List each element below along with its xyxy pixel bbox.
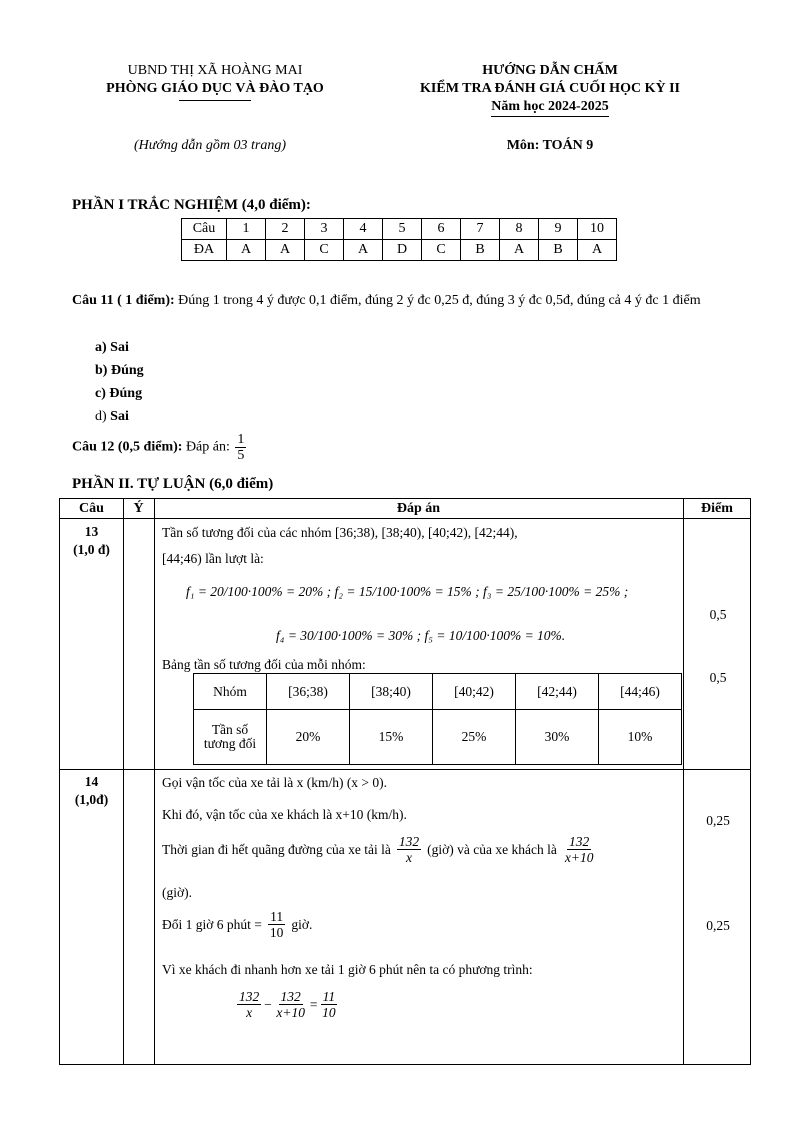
answer-cell: C xyxy=(422,240,461,261)
answer-cell: B xyxy=(461,240,500,261)
q11-option: b) Đúng xyxy=(95,363,144,378)
q14-number: 14 (1,0đ) xyxy=(74,774,109,807)
freq-group: [40;42) xyxy=(433,674,516,710)
answer-cell: A xyxy=(344,240,383,261)
question-number: 9 xyxy=(539,219,578,240)
question-number: 2 xyxy=(266,219,305,240)
q14-line1: Gọi vận tốc của xe tải là x (km/h) (x > 0). xyxy=(162,775,388,790)
q11-options xyxy=(95,336,144,428)
q13-table-title: Bảng tần số tương đối của mỗi nhóm: xyxy=(162,657,366,672)
q14-equation: $\frac{132}{x}$ − $\frac{132}{x+10}$ = $\frac{11}{10}$ xyxy=(239,989,336,1020)
freq-group: [42;44) xyxy=(516,674,599,710)
question-12 xyxy=(72,432,248,463)
answer-key-row-label: ĐA xyxy=(182,240,227,261)
question-number: 8 xyxy=(500,219,539,240)
q11-text: Đúng 1 trong 4 ý được 0,1 điểm, đúng 2 ý đc 0,25 đ, đúng 3 ý đc 0,5đ, đúng cả 4 ý đc 1 điểm xyxy=(174,293,701,308)
freq-table-header: Nhóm xyxy=(194,674,267,710)
freq-value: 15% xyxy=(350,710,433,765)
q13-score-1: 0,5 xyxy=(709,607,727,622)
q14-line6: Vì xe khách đi nhanh hơn xe tải 1 giờ 6 phút nên ta có phương trình: xyxy=(162,962,533,977)
col-header-dapan: Đáp án xyxy=(396,501,441,516)
part1-title: PHẦN I TRẮC NGHIỆM (4,0 điểm): xyxy=(72,197,311,213)
answer-key-answer-row xyxy=(182,240,617,261)
question-number: 6 xyxy=(422,219,461,240)
question-number: 10 xyxy=(578,219,617,240)
part2-title: PHẦN II. TỰ LUẬN (6,0 điểm) xyxy=(72,476,274,492)
relative-frequency-table xyxy=(193,673,682,765)
q13-score-2: 0,5 xyxy=(709,670,727,685)
q12-fraction: $\frac{1}{5}$ xyxy=(237,432,245,463)
freq-value: 20% xyxy=(267,710,350,765)
freq-table-row-label: Tần số tương đối xyxy=(194,710,267,765)
answer-cell: A xyxy=(500,240,539,261)
q14-line5: Đổi 1 giờ 6 phút = $\frac{11}{10}$ giờ. xyxy=(162,909,313,940)
answer-cell: A xyxy=(266,240,305,261)
answer-cell: D xyxy=(383,240,422,261)
header-divider xyxy=(179,100,251,101)
district-name: UBND THỊ XÃ HOÀNG MAI xyxy=(127,63,303,78)
answer-cell: C xyxy=(305,240,344,261)
q13-intro: Tần số tương đối của các nhóm [36;38), [38;40), [40;42), [42;44), xyxy=(162,525,518,540)
header-left xyxy=(60,62,370,101)
col-header-y: Ý xyxy=(133,501,144,516)
q13-formula-line1: f₁ = 20/100·100% = 20% ; f₂ = 15/100·100% = 15% ; f₃ = 25/100·100% = 25% ; xyxy=(186,584,629,599)
doc-subtitle: KIỂM TRA ĐÁNH GIÁ CUỐI HỌC KỲ II xyxy=(420,81,680,96)
question-number: 5 xyxy=(383,219,422,240)
doc-title: HƯỚNG DẪN CHẤM xyxy=(482,63,618,78)
q12-label: Câu 12 (0,5 điểm): xyxy=(72,439,183,455)
question-number: 4 xyxy=(344,219,383,240)
answer-key-question-row xyxy=(182,219,617,240)
q11-label: Câu 11 ( 1 điểm): xyxy=(72,293,175,308)
q12-text: Đáp án: xyxy=(182,439,234,455)
question-number: 7 xyxy=(461,219,500,240)
q14-line2: Khi đó, vận tốc của xe khách là x+10 (km/h). xyxy=(162,807,407,822)
freq-value: 25% xyxy=(433,710,516,765)
answer-cell: A xyxy=(578,240,617,261)
q11-option: a) Sai xyxy=(95,340,129,355)
freq-value: 10% xyxy=(599,710,682,765)
essay-answer-table xyxy=(59,498,751,1065)
answer-cell: B xyxy=(539,240,578,261)
department-name: PHÒNG GIÁO DỤC VÀ ĐÀO TẠO xyxy=(106,81,324,96)
q11-option: d) Sai xyxy=(95,409,129,424)
answer-cell: A xyxy=(227,240,266,261)
col-header-cau: Câu xyxy=(79,501,104,516)
q14-line3: Thời gian đi hết quãng đường của xe tải là $\frac{132}{x}$ (giờ) và của xe khách là $\frac{132}{x+10}$ xyxy=(162,834,594,865)
question-number: 1 xyxy=(227,219,266,240)
q13-formula-line2: f₄ = 30/100·100% = 30% ; f₅ = 10/100·100% = 10%. xyxy=(276,628,566,643)
answer-key-table xyxy=(181,218,617,261)
q14-line4: (giờ). xyxy=(162,885,193,900)
header-right xyxy=(390,62,710,117)
subject: Môn: TOÁN 9 xyxy=(506,138,594,153)
freq-group: [38;40) xyxy=(350,674,433,710)
q14-score-2: 0,25 xyxy=(706,918,730,933)
page-count-note: (Hướng dẫn gồm 03 trang) xyxy=(134,138,286,153)
answer-key-row-label: Câu xyxy=(182,219,227,240)
col-header-diem: Điểm xyxy=(701,501,733,516)
school-year: Năm học 2024-2025 xyxy=(491,98,608,117)
freq-group: [44;46) xyxy=(599,674,682,710)
q14-score-1: 0,25 xyxy=(706,813,730,828)
q11-option: c) Đúng xyxy=(95,386,143,401)
q13-number: 13 (1,0 đ) xyxy=(73,524,110,557)
question-number: 3 xyxy=(305,219,344,240)
question-11 xyxy=(72,290,740,311)
freq-value: 30% xyxy=(516,710,599,765)
freq-group: [36;38) xyxy=(267,674,350,710)
q13-intro2: [44;46) lần lượt là: xyxy=(162,551,264,566)
